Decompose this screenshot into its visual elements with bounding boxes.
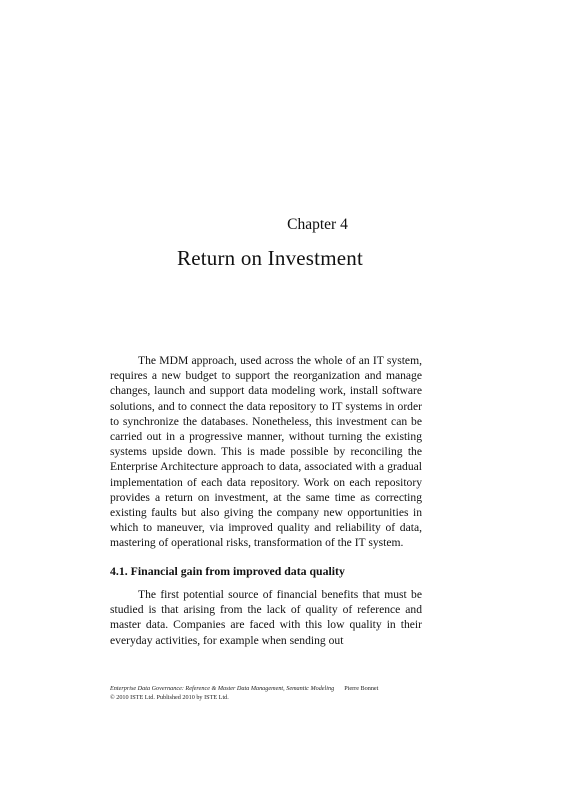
chapter-number-label: Chapter 4: [287, 216, 348, 233]
footer-book-title: Enterprise Data Governance: Reference & Master Data Management, Semantic Modeling: [110, 685, 335, 692]
page-footer: [110, 685, 450, 702]
footer-book-line: [110, 685, 450, 694]
footer-copyright: © 2010 ISTE Ltd. Published 2010 by ISTE Ltd.: [110, 693, 229, 701]
section-paragraph: The first potential source of financial benefits that must be studied is that arising from the lack of quality of reference and master data. Companies are faced with this low quality in their everyday activities, for example when sending out: [110, 588, 422, 647]
intro-paragraph: The MDM approach, used across the whole of an IT system, requires a new budget to support the reorganization and manage changes, launch and support data modeling work, install software solutions, and to connect the data repository to IT systems in order to synchronize the databases. Nonetheless, this investment can be carried out in a progressive manner, without turning the existing systems upside down. This is made possible by reconciling the Enterprise Architecture approach to data, associated with a gradual implementation of each data repository. Work on each repository provides a return on investment, at the same time as correcting existing faults but also giving the company new opportunities in which to maneuver, via improved quality and reliability of data, mastering of operational risks, transformation of the IT system.: [110, 354, 422, 550]
footer-author: Pierre Bonnet: [344, 685, 379, 692]
chapter-title: Return on Investment: [177, 246, 363, 270]
chapter-number: [0, 216, 565, 234]
section-heading: 4.1. Financial gain from improved data quality: [110, 564, 345, 578]
